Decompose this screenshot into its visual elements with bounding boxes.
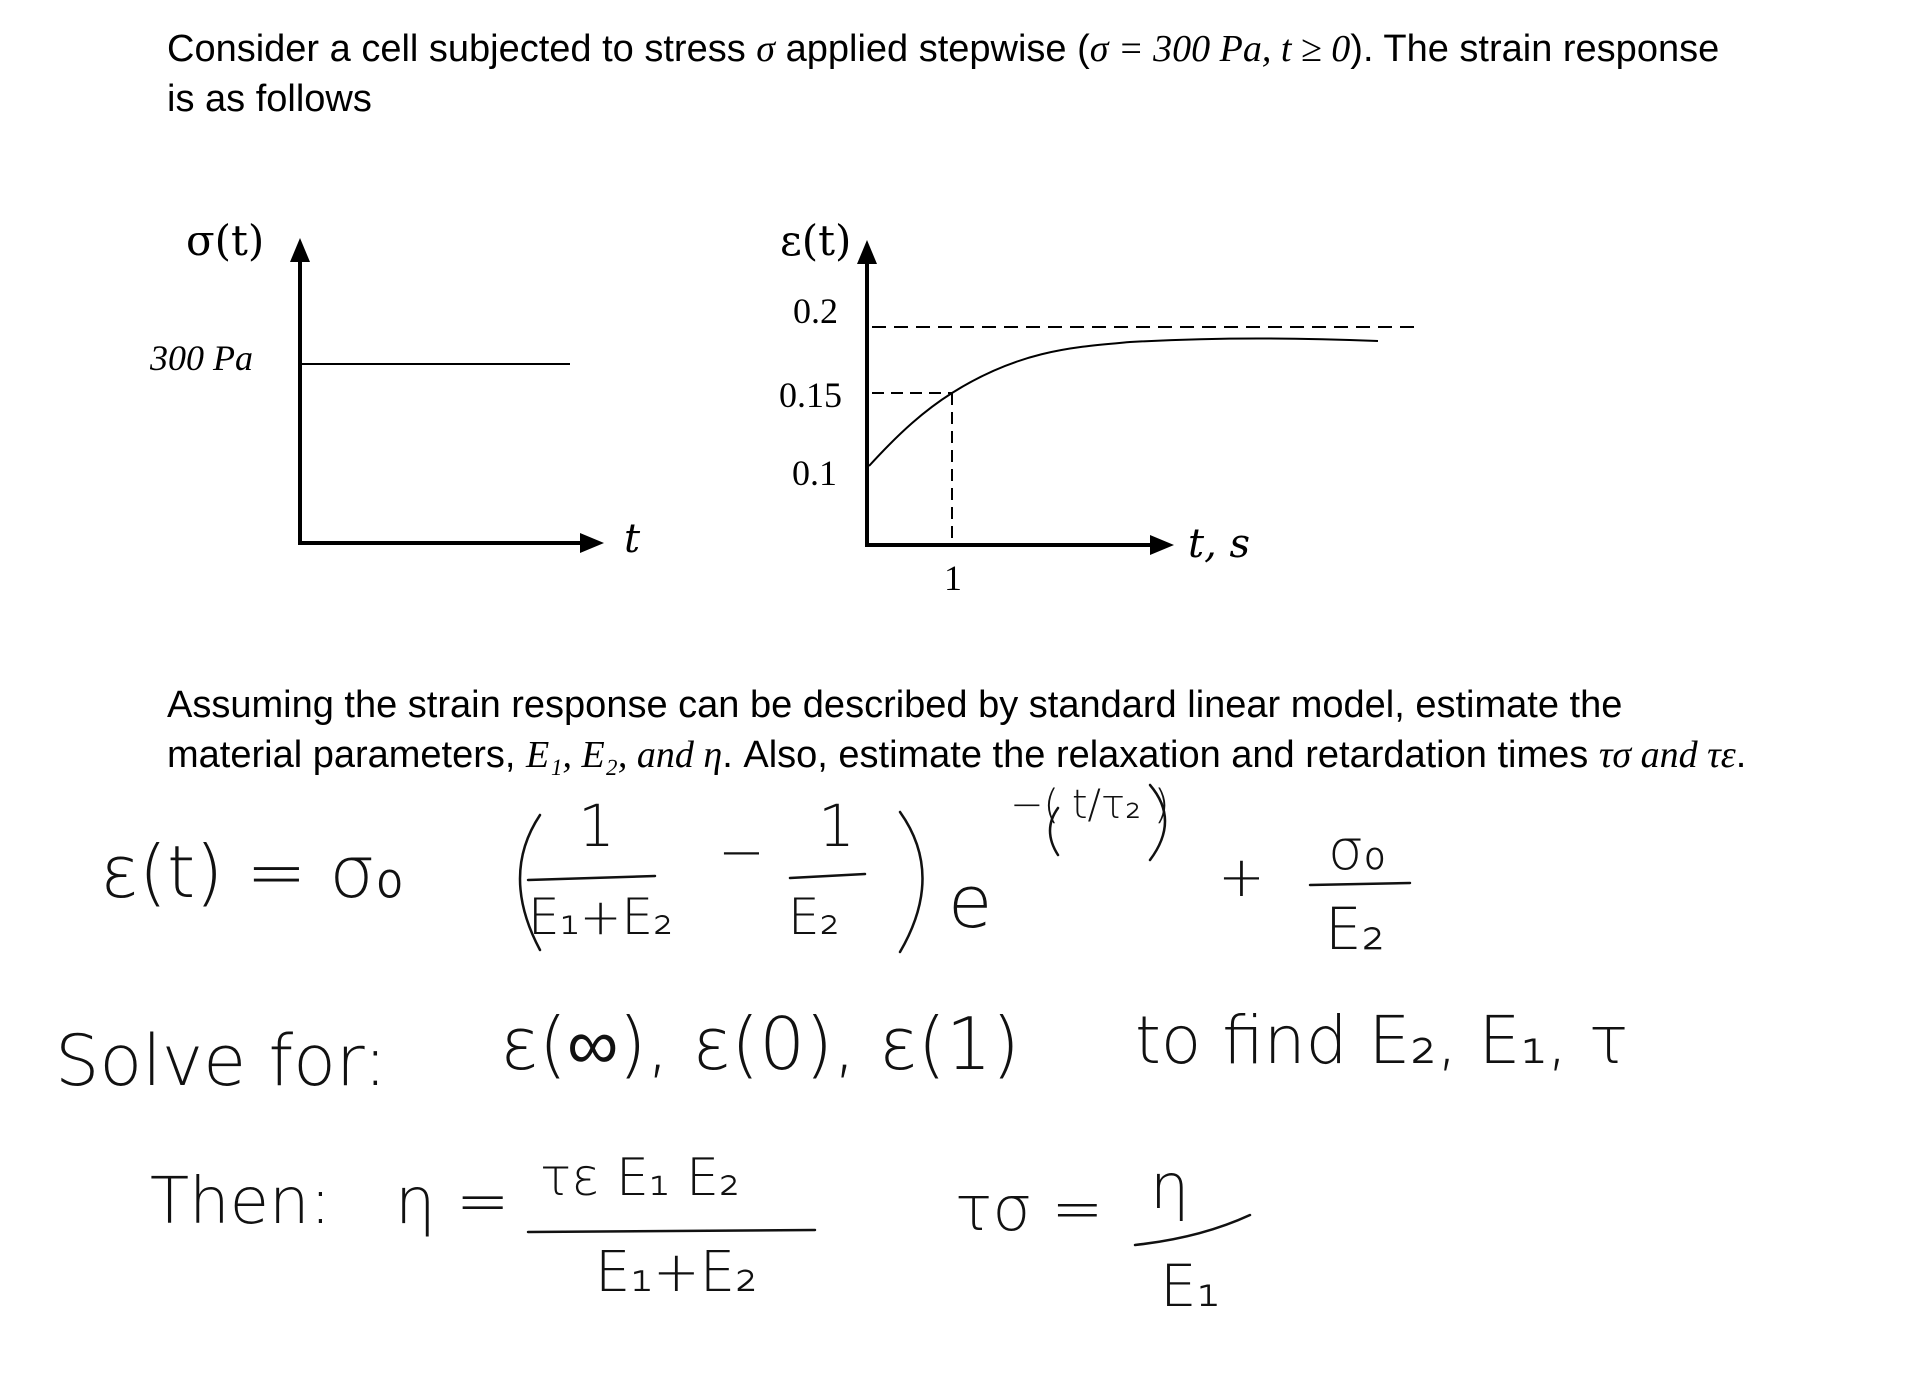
question-line-2 (167, 730, 1867, 780)
stress-level-label: 300 Pa (150, 338, 253, 378)
ytick-0.2: 0.2 (793, 291, 838, 331)
sigma-symbol: σ (756, 28, 776, 70)
intro-mid: applied stepwise ( (785, 28, 1090, 70)
eq1-frac2-numerator: 1 (818, 792, 855, 860)
strain-y-label: ε(t) (780, 216, 852, 265)
strain-response-curve (869, 339, 1378, 467)
eta-denominator: E₁+E₂ (595, 1240, 758, 1305)
eta-frac-bar (528, 1230, 815, 1232)
xtick-1: 1 (944, 558, 962, 598)
eq1-exp-base: e (948, 860, 993, 944)
solve-label: Solve for: (55, 1020, 388, 1102)
ytick-0.1: 0.1 (792, 453, 837, 493)
stress-x-arrow (580, 533, 604, 553)
ytick-0.15: 0.15 (779, 375, 842, 415)
eq1-frac3-bar (1310, 883, 1410, 885)
question-paragraph (167, 680, 1867, 780)
intro-prefix: Consider a cell subjected to stress (167, 28, 746, 70)
eq1-frac1-bar (528, 876, 655, 880)
strain-x-label: t, s (1188, 521, 1251, 567)
then-label: Then: (150, 1165, 332, 1239)
question-suffix: . (1735, 734, 1747, 776)
eta-lhs: η = (395, 1165, 510, 1239)
stress-x-label: t (624, 516, 641, 562)
solve-goal: to find E₂, E₁, τ (1135, 1002, 1629, 1079)
stress-plot (149, 216, 641, 562)
eq1-lhs: ε(t) = σ₀ (100, 830, 404, 914)
stress-y-label: σ(t) (186, 216, 265, 265)
strain-x-arrow (1150, 535, 1174, 555)
stress-condition: σ = 300 Pa, t ≥ 0 (1089, 28, 1351, 70)
eq1-frac1-numerator: 1 (578, 792, 615, 860)
tau-sigma-lhs: τσ = (955, 1172, 1104, 1245)
solve-terms: ε(∞), ε(0), ε(1) (500, 1002, 1020, 1086)
eq1-frac2-denominator: E₂ (788, 888, 840, 946)
eq1-minus-sign: − (718, 820, 765, 885)
eq1-frac3-denominator: E₂ (1325, 895, 1385, 963)
strain-y-arrow (857, 240, 877, 264)
relaxation-retardation-times: τσ and τε (1598, 734, 1736, 776)
eq1-frac3-numerator: σ₀ (1328, 818, 1386, 883)
stress-y-arrow (290, 238, 310, 262)
intro-suffix: ). The strain response (1350, 28, 1720, 70)
eq1-exponent: −( t/τ₂ ) (1010, 782, 1170, 828)
eq1-plus-sign: + (1218, 845, 1265, 910)
eq1-right-paren (900, 812, 923, 952)
question-line-1: Assuming the strain response can be described by standard linear model, estimate the (167, 684, 1623, 726)
tau-denominator: E₁ (1160, 1252, 1220, 1320)
question-prefix: material parameters, (167, 734, 516, 776)
material-params: E₁, E₂, and η (526, 734, 723, 776)
question-mid: . Also, estimate the relaxation and retardation times (722, 734, 1589, 776)
eq1-frac2-bar (790, 874, 865, 878)
eta-numerator: τε E₁ E₂ (540, 1148, 740, 1208)
tau-numerator: η (1150, 1150, 1190, 1223)
eq1-frac1-denominator: E₁+E₂ (528, 888, 674, 946)
strain-plot (779, 216, 1420, 598)
intro-line-2: is as follows (167, 78, 372, 120)
